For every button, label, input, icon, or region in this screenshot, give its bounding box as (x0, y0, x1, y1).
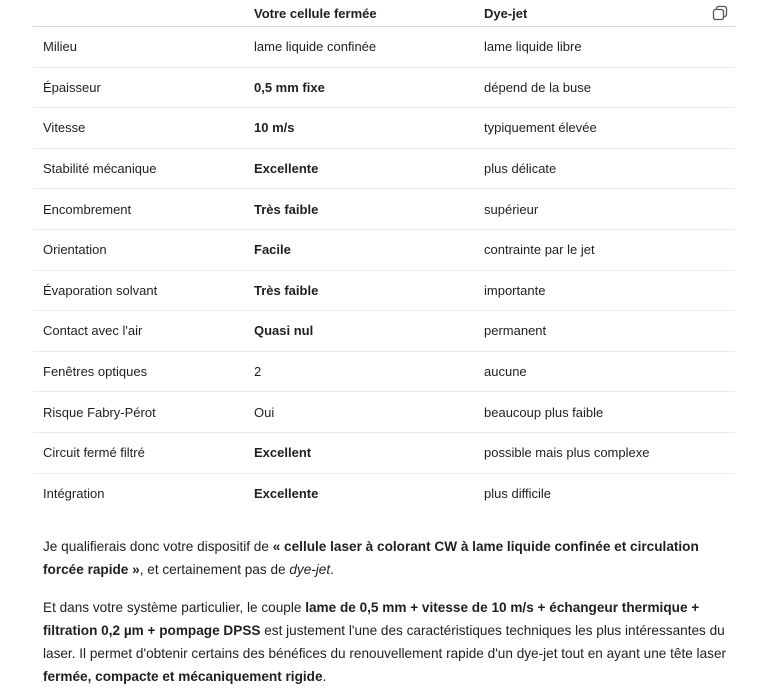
votre-cellule-cell: Oui (244, 392, 474, 433)
dye-jet-cell: aucune (474, 351, 735, 392)
p2-bold-1: lame de 0,5 mm + vitesse de 10 m/s + échangeur thermique + filtration 0,2 µm + pompage DPSS (43, 600, 700, 638)
row-label-cell: Circuit fermé filtré (33, 432, 244, 473)
p1-text-2: , et certainement pas de (139, 562, 290, 577)
row-label-cell: Milieu (33, 27, 244, 68)
dye-jet-cell: beaucoup plus faible (474, 392, 735, 433)
votre-cellule-cell: Excellent (244, 432, 474, 473)
p1-bold-1: « cellule laser à colorant CW à lame liquide confinée et circulation forcée rapide » (43, 539, 699, 577)
table-row (33, 229, 735, 270)
comparison-table-container (33, 0, 735, 513)
row-label-cell: Risque Fabry-Pérot (33, 392, 244, 433)
conclusion-paragraph (43, 535, 738, 581)
p2-bold-2: fermée, compacte et mécaniquement rigide (43, 669, 323, 684)
p1-italic-1: dye-jet (289, 562, 331, 577)
row-label-cell: Épaisseur (33, 67, 244, 108)
dye-jet-cell: supérieur (474, 189, 735, 230)
dye-jet-cell: typiquement élevée (474, 108, 735, 149)
votre-cellule-cell: Facile (244, 229, 474, 270)
header-cell-empty (33, 0, 244, 27)
copy-table-button[interactable] (711, 4, 729, 22)
table-row (33, 270, 735, 311)
system-paragraph (43, 596, 738, 688)
table-body (33, 27, 735, 514)
votre-cellule-cell: Très faible (244, 270, 474, 311)
dye-jet-cell: dépend de la buse (474, 67, 735, 108)
row-label-cell: Intégration (43, 485, 105, 501)
header-dye-jet-label: Dye-jet (484, 5, 528, 21)
votre-cellule-cell: 10 m/s (244, 108, 474, 149)
votre-cellule-cell: Excellente (254, 485, 319, 501)
p2-text-2: est justement l'une des caractéristiques techniques les plus intéressantes du laser. Il permet d'obtenir certains des bénéfices du renouvellement rapide d'un dye-jet tout en ayant une tête laser (43, 623, 727, 661)
dye-jet-cell: importante (474, 270, 735, 311)
row-label-cell: Fenêtres optiques (33, 351, 244, 392)
dye-jet-cell: contrainte par le jet (474, 229, 735, 270)
p2-text-3: . (322, 669, 327, 684)
dye-jet-cell: lame liquide libre (474, 27, 735, 68)
votre-cellule-cell: Excellente (244, 148, 474, 189)
votre-cellule-cell: 2 (244, 351, 474, 392)
dye-jet-cell: plus difficile (484, 485, 551, 501)
p1-text-1: Je qualifierais donc votre dispositif de (43, 539, 273, 554)
table-row (33, 432, 735, 473)
row-label-cell: Stabilité mécanique (33, 148, 244, 189)
p2-text-1: Et dans votre système particulier, le couple (43, 600, 306, 615)
votre-cellule-cell: Très faible (244, 189, 474, 230)
table-row (33, 148, 735, 189)
table-header-row (33, 0, 735, 27)
table-row (33, 67, 735, 108)
votre-cellule-cell: 0,5 mm fixe (244, 67, 474, 108)
table-row (33, 27, 735, 68)
header-cell-votre-cellule: Votre cellule fermée (244, 0, 474, 27)
dye-jet-cell: plus délicate (474, 148, 735, 189)
table-row (33, 108, 735, 149)
row-label-cell: Encombrement (33, 189, 244, 230)
dye-jet-cell: permanent (474, 311, 735, 352)
copy-icon (711, 4, 729, 22)
p1-text-3: . (330, 562, 334, 577)
table-row (33, 311, 735, 352)
table-row (33, 189, 735, 230)
row-label-cell: Vitesse (33, 108, 244, 149)
table-row (33, 351, 735, 392)
header-cell-dye-jet (474, 0, 735, 27)
row-label-cell: Évaporation solvant (33, 270, 244, 311)
row-label-cell: Contact avec l'air (33, 311, 244, 352)
comparison-table (33, 0, 735, 513)
votre-cellule-cell: lame liquide confinée (244, 27, 474, 68)
table-row (33, 473, 735, 513)
row-label-cell: Orientation (33, 229, 244, 270)
table-row (33, 392, 735, 433)
dye-jet-cell: possible mais plus complexe (474, 432, 735, 473)
votre-cellule-cell: Quasi nul (244, 311, 474, 352)
